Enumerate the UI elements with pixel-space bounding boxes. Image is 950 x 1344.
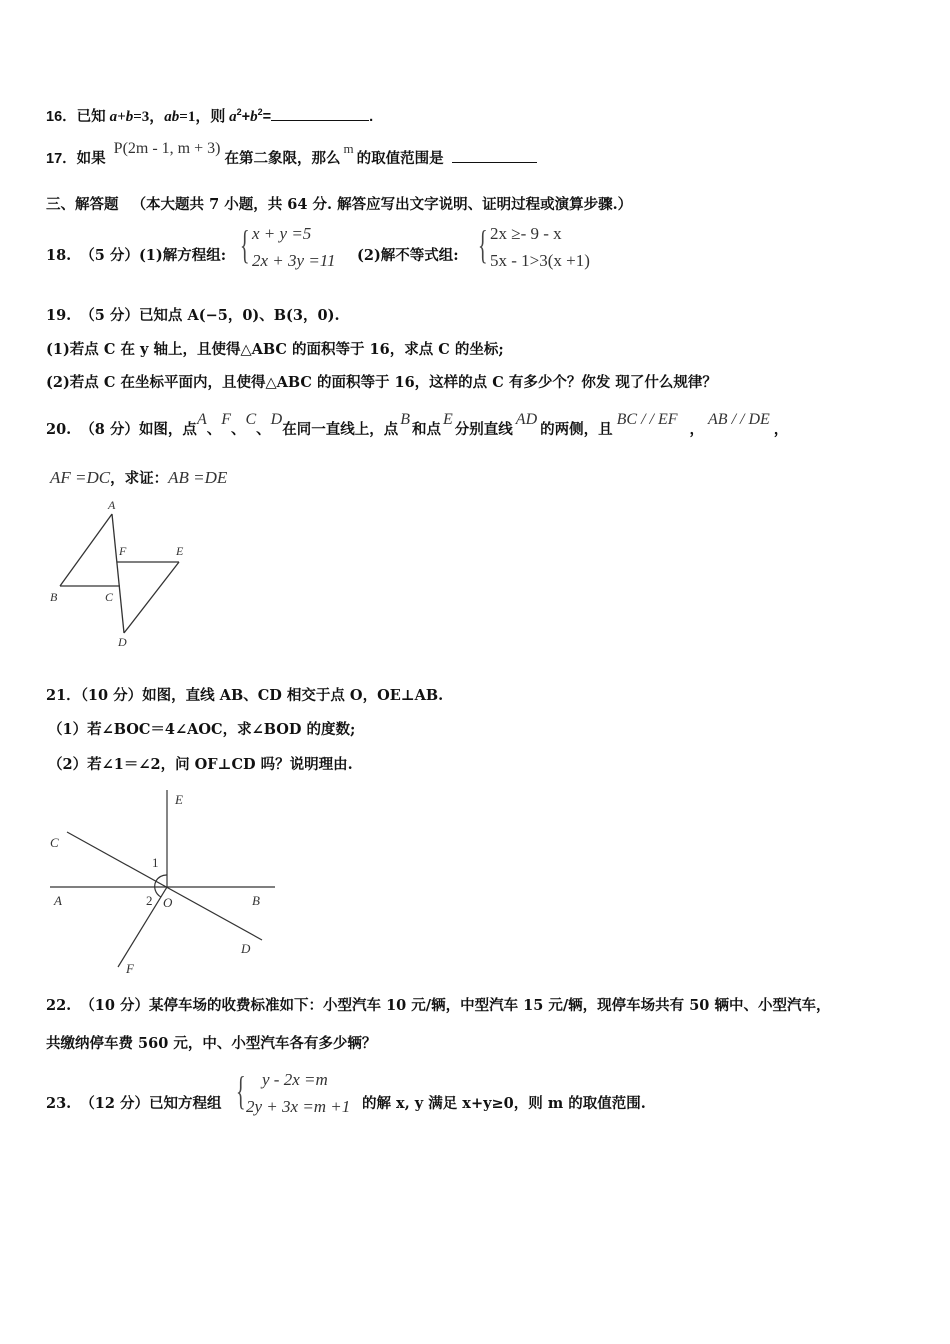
question-20: 20. （8 分）如图，点A、F、C、D在同一直线上，点B和点E分别直线AD的两侧，且BC / / EF，AB / / DE， [46,411,789,438]
question-number: 19. [46,307,72,324]
brace: { [236,1068,246,1113]
label-C: C [50,835,59,850]
figure-intersecting-lines [40,785,285,980]
question-number: 16． [46,108,77,125]
brace: { [478,222,488,267]
label-B: B [252,893,260,908]
label-F: F [119,544,127,558]
label-O: O [163,895,173,910]
label-E: E [175,792,183,807]
question-19: 19. （5 分）已知点 A(−5，0)、B(3，0). [46,307,340,324]
question-21-part2: （2）若∠1＝∠2，问 OF⊥CD 吗？说明理由. [48,756,353,773]
figure-triangles [40,495,200,650]
question-21-part1: （1）若∠BOC＝4∠AOC，求∠BOD 的度数; [48,721,356,738]
question-19-part1: (1)若点 C 在 y 轴上，且使得△ABC 的面积等于 16，求点 C 的坐标; [46,341,504,358]
question-number: 20. [46,421,72,438]
part2-label: (2)解不等式组: [357,247,459,264]
question-number: 18. [46,247,72,264]
inequality-system: { 2x ≥- 9 - x 5x - 1>3(x +1) [478,222,590,270]
angle-1-label: 1 [152,855,159,870]
brace: { [240,222,250,267]
answer-blank[interactable] [452,148,537,163]
label-D: D [118,635,127,649]
label-E: E [176,544,184,558]
answer-blank[interactable] [271,106,369,121]
question-19-part2: (2)若点 C 在坐标平面内，且使得△ABC 的面积等于 16，这样的点 C 有多少个？你发 现了什么规律？ [46,374,717,391]
question-number: 23. [46,1095,72,1112]
equation-system-2: { y - 2x =m 2y + 3x =m +1 [236,1068,351,1116]
label-F: F [126,961,134,976]
label-A: A [108,498,116,512]
equation-system-1: { x + y =5 2x + 3y =11 [240,222,336,270]
question-21: 21．（10 分）如图，直线 AB、CD 相交于点 O，OE⊥AB. [46,687,444,704]
label-B: B [50,590,58,604]
question-17: 17．如果 P(2m - 1, m + 3)在第二象限，那么m的取值范围是 [46,148,537,169]
question-23: 23. （12 分）已知方程组 [46,1095,222,1112]
question-16: 16．已知 a+b=3，ab=1，则 $a^2+b^2=$ . [46,107,374,125]
question-23-condition: 的解 x, y 满足 x+y≥0，则 m 的取值范围. [362,1095,646,1112]
question-number: 22. [46,997,72,1014]
point-expression: P(2m - 1, m + 3) [113,140,221,157]
label-A: A [54,893,62,908]
question-number: 17． [46,151,77,167]
question-22-line2: 共缴纳停车费 560 元，中、小型汽车各有多少辆？ [46,1035,377,1052]
question-22: 22. （10 分）某停车场的收费标准如下：小型汽车 10 元/辆，中型汽车 15 元/辆，现停车场共有 50 辆中、小型汽车， [46,997,831,1014]
question-18: 18. （5 分）(1)解方程组: [46,247,227,264]
question-number: 21． [46,687,81,704]
section-header: 三、解答题 （本大题共 7 小题，共 64 分. 解答应写出文字说明、证明过程或演算步骤.） [46,196,633,213]
label-D: D [241,941,251,956]
label-C: C [105,590,114,604]
angle-2-label: 2 [146,893,153,908]
question-20-line2: AF =DC，求证：AB =DE [50,468,228,487]
